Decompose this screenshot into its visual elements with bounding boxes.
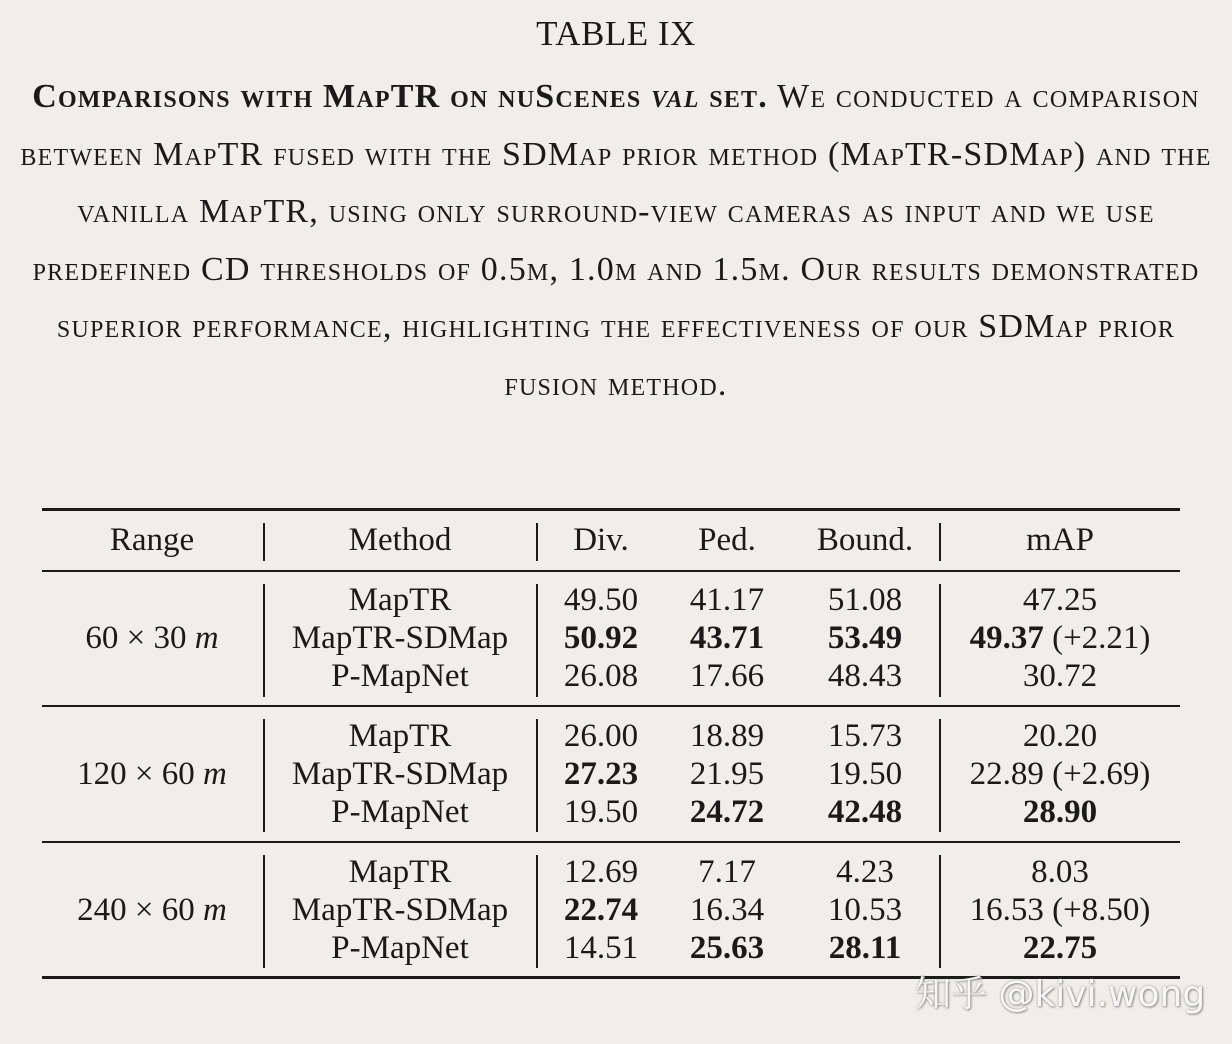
bound-cell: 15.73: [827, 718, 903, 754]
div-cell: 26.08: [563, 658, 639, 694]
map-cell: 22.89 (+2.69): [969, 756, 1151, 792]
ped-cell-best: 25.63: [689, 930, 765, 966]
header-map: mAP: [1026, 522, 1094, 558]
header-ped: Ped.: [698, 522, 756, 558]
div-cell: 49.50: [563, 582, 639, 618]
ped-cell: 21.95: [689, 756, 765, 792]
method-cell: P-MapNet: [331, 794, 469, 830]
ped-cell-best: 43.71: [689, 620, 765, 656]
range-cell: 60 × 30 m: [85, 620, 219, 656]
table-number: TABLE IX: [536, 14, 696, 53]
bound-cell-best: 53.49: [827, 620, 903, 656]
map-cell-best: 22.75: [1022, 930, 1098, 966]
div-cell-best: 27.23: [563, 756, 639, 792]
range-cell: 240 × 60 m: [77, 892, 227, 928]
div-cell-best: 50.92: [563, 620, 639, 656]
div-cell: 14.51: [563, 930, 639, 966]
group2-divider-1: [263, 719, 265, 832]
div-cell-best: 22.74: [563, 892, 639, 928]
div-cell: 19.50: [563, 794, 639, 830]
header-divider-1: [263, 523, 265, 561]
bound-cell: 10.53: [827, 892, 903, 928]
group-rule-2: [42, 841, 1180, 843]
ped-cell: 7.17: [698, 854, 756, 890]
map-cell: 8.03: [1031, 854, 1089, 890]
map-cell: 20.20: [1022, 718, 1098, 754]
map-cell: 49.37 (+2.21): [969, 620, 1151, 656]
ped-cell: 17.66: [689, 658, 765, 694]
caption-body: We conducted a comparison between MapTR fused with the SDMap prior method (MapTR-SDMap) and the vanilla MapTR, using only surround-view cameras as input and we use predefined CD thresholds of 0.5m, 1.0m and 1.5m. Our results demonstrated superior performance, highlighting the effectiveness of our SDMap prior fusion method.: [20, 78, 1212, 403]
header-divider-2: [536, 523, 538, 561]
table-caption: [16, 68, 1216, 413]
method-cell: MapTR-SDMap: [291, 756, 509, 792]
map-cell-best: 28.90: [1022, 794, 1098, 830]
ped-cell: 18.89: [689, 718, 765, 754]
group3-divider-1: [263, 855, 265, 968]
top-rule: [42, 508, 1180, 511]
bound-cell: 51.08: [827, 582, 903, 618]
map-cell: 30.72: [1022, 658, 1098, 694]
div-cell: 26.00: [563, 718, 639, 754]
header-method: Method: [348, 522, 452, 558]
bound-cell: 4.23: [836, 854, 894, 890]
bound-cell-best: 42.48: [827, 794, 903, 830]
method-cell: P-MapNet: [331, 930, 469, 966]
ped-cell: 41.17: [689, 582, 765, 618]
group2-divider-3: [939, 719, 941, 832]
group3-divider-2: [536, 855, 538, 968]
group1-divider-2: [536, 584, 538, 697]
bound-cell: 19.50: [827, 756, 903, 792]
header-divider-3: [939, 523, 941, 561]
method-cell: P-MapNet: [331, 658, 469, 694]
group1-divider-1: [263, 584, 265, 697]
group2-divider-2: [536, 719, 538, 832]
method-cell: MapTR-SDMap: [291, 620, 509, 656]
header-bound: Bound.: [816, 522, 914, 558]
method-cell: MapTR: [348, 582, 452, 618]
header-rule: [42, 570, 1180, 572]
group-rule-1: [42, 705, 1180, 707]
group1-divider-3: [939, 584, 941, 697]
map-cell: 16.53 (+8.50): [969, 892, 1151, 928]
range-cell: 120 × 60 m: [77, 756, 227, 792]
div-cell: 12.69: [563, 854, 639, 890]
group3-divider-3: [939, 855, 941, 968]
header-div: Div.: [573, 522, 629, 558]
bound-cell-best: 28.11: [828, 930, 902, 966]
ped-cell-best: 24.72: [689, 794, 765, 830]
method-cell: MapTR: [348, 718, 452, 754]
method-cell: MapTR-SDMap: [291, 892, 509, 928]
map-cell-best: 49.37: [969, 620, 1044, 656]
header-range: Range: [109, 522, 195, 558]
watermark: 知乎 @kivi.wong: [915, 974, 1206, 1015]
map-cell: 47.25: [1022, 582, 1098, 618]
method-cell: MapTR: [348, 854, 452, 890]
bound-cell: 48.43: [827, 658, 903, 694]
ped-cell: 16.34: [689, 892, 765, 928]
caption-lead: Comparisons with MapTR on nuScenes val set.: [32, 78, 768, 115]
